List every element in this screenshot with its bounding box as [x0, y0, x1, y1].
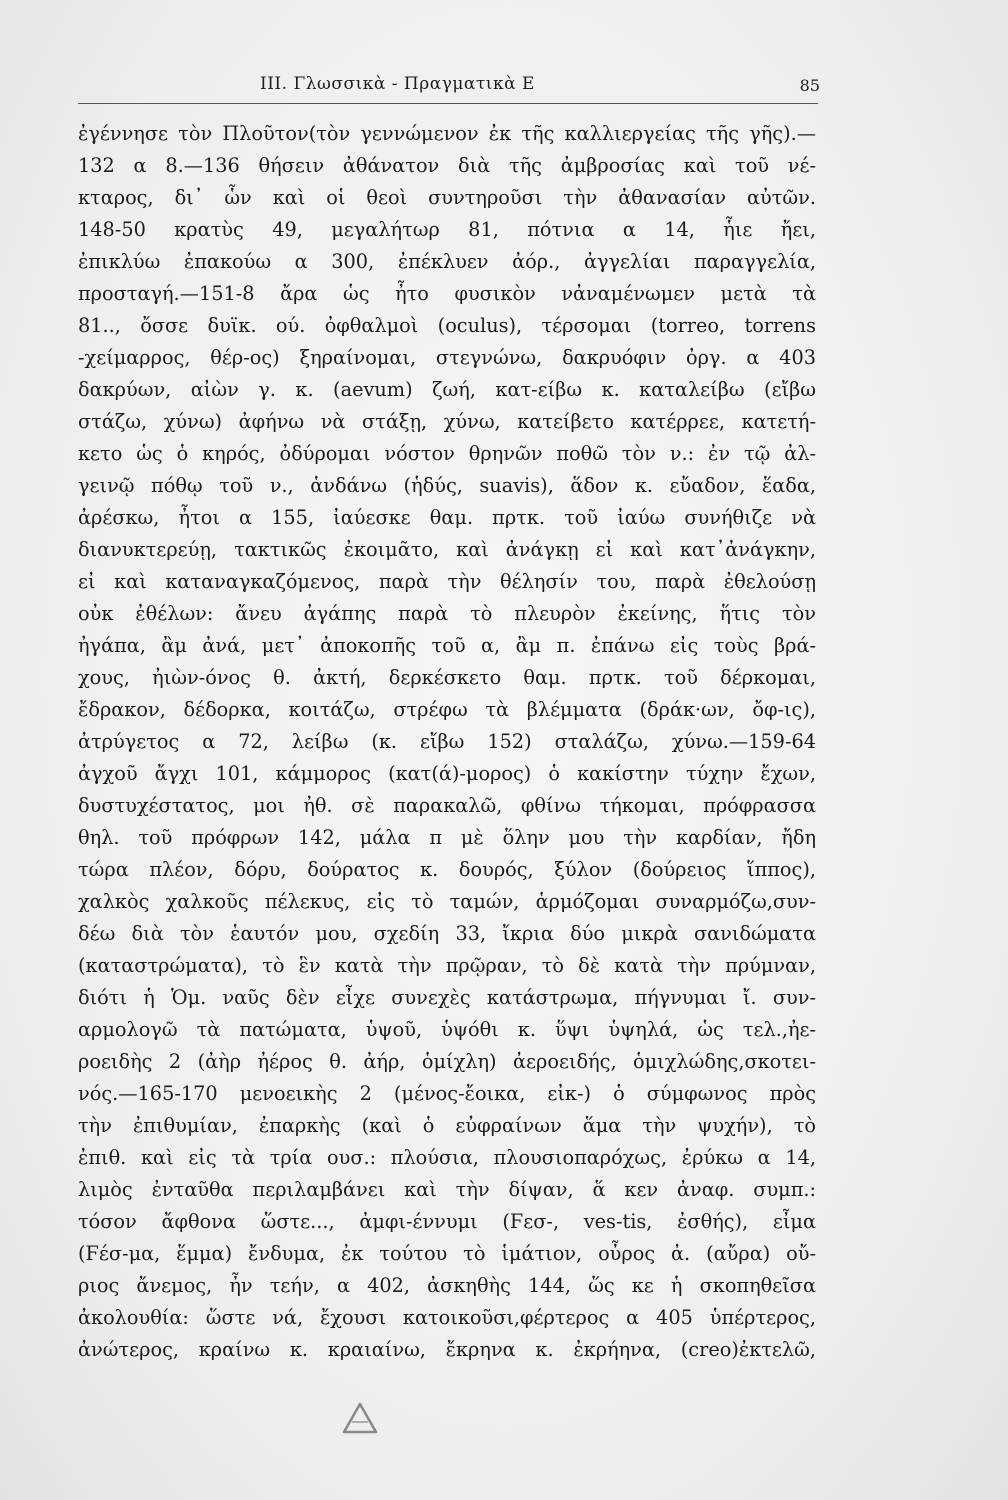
text-line: θηλ. τοῦ πρόφρων 142, μάλα π μὲ ὅλην μου τὴν καρδίαν, ἤδη: [78, 826, 816, 849]
text-line: προσταγή.—151-8 ἄρα ὡς ἦτο φυσικὸν νἀναμένωμεν μετὰ τὰ: [78, 282, 816, 305]
text-line: ἀρέσκω, ἦτοι α 155, ἰαύεσκε θαμ. πρτκ. τοῦ ἰαύω συνήθιζε νὰ: [78, 506, 816, 529]
text-line: ἀγχοῦ ἄγχι 101, κάμμορος (κατ(ά)-μορος) ὁ κακίστην τύχην ἔχων,: [78, 762, 816, 785]
header-title: III. Γλωσσικὰ - Πραγματικὰ Ε: [260, 74, 535, 94]
text-line: χαλκὸς χαλκοῦς πέλεκυς, εἰς τὸ ταμών, ἁρμόζομαι συναρμόζω,συν-: [78, 890, 816, 913]
text-line: νός.—165-170 μενοεικὴς 2 (μένος-ἔοικα, εἰκ-) ὁ σύμφωνος πρὸς: [78, 1082, 816, 1105]
text-line: δακρύων, αἰὼν γ. κ. (aevum) ζωή, κατ-είβω κ. καταλείβω (εἴβω: [78, 378, 816, 401]
text-line: ἐπιθ. καὶ εἰς τὰ τρία ουσ.: πλούσια, πλουσιοπαρόχως, ἐρύκω α 14,: [78, 1146, 816, 1169]
body-text: [78, 118, 816, 1366]
text-line: (Ϝέσ-μα, ἕμμα) ἔνδυμα, ἐκ τούτου τὸ ἱμάτιον, οὖρος ἀ. (αὔρα) οὔ-: [78, 1242, 816, 1265]
text-line: δέω διὰ τὸν ἑαυτόν μου, σχεδίη 33, ἴκρια δύο μικρὰ σανιδώματα: [78, 922, 816, 945]
text-line: ἀνώτερος, κραίνω κ. κραιαίνω, ἔκρηνα κ. ἐκρήηνα, (creo)ἐκτελῶ,: [78, 1338, 816, 1361]
text-line: 148-50 κρατὺς 49, μεγαλήτωρ 81, πότνια α 14, ἧιε ἤει,: [78, 218, 816, 241]
text-line: διανυκτερεύῃ, τακτικῶς ἐκοιμᾶτο, καὶ ἀνάγκῃ εἰ καὶ κατ᾿ἀνάγκην,: [78, 538, 816, 561]
header-rule: [78, 103, 818, 104]
text-line: οὐκ ἐθέλων: ἄνευ ἀγάπης παρὰ τὸ πλευρὸν ἐκείνης, ἥτις τὸν: [78, 602, 816, 625]
page-number: 85: [799, 76, 820, 95]
text-line: χους, ἠιὼν-όνος θ. ἀκτή, δερκέσκετο θαμ. πρτκ. τοῦ δέρκομαι,: [78, 666, 816, 689]
text-line: ριος ἄνεμος, ἦν τεήν, α 402, ἀσκηθὴς 144, ὥς κε ἡ σκοπηθεῖσα: [78, 1274, 816, 1297]
text-line: τὴν ἐπιθυμίαν, ἐπαρκὴς (καὶ ὁ εὐφραίνων ἅμα τὴν ψυχήν), τὸ: [78, 1114, 816, 1137]
text-line: κετο ὡς ὁ κηρός, ὀδύρομαι νόστον θρηνῶν ποθῶ τὸν ν.: ἐν τῷ ἀλ-: [78, 442, 816, 465]
text-line: ἀκολουθία: ὥστε νά, ἔχουσι κατοικοῦσι,φέρτερος α 405 ὑπέρτερος,: [78, 1306, 816, 1329]
text-line: ἠγάπα, ἂμ ἀνά, μετ᾿ ἀποκοπῆς τοῦ α, ἂμ π. ἐπάνω εἰς τοὺς βρά-: [78, 634, 816, 657]
text-line: ἀτρύγετος α 72, λείβω (κ. εἴβω 152) σταλάζω, χύνω.—159-64: [78, 730, 816, 753]
text-line: αρμολογῶ τὰ πατώματα, ὑψοῦ, ὑψόθι κ. ὕψι ὑψηλά, ὡς τελ.,ἠε-: [78, 1018, 816, 1041]
pencil-mark-icon: [340, 1398, 380, 1438]
text-line: εἰ καὶ καταναγκαζόμενος, παρὰ τὴν θέλησίν του, παρὰ ἐθελούσῃ: [78, 570, 816, 593]
running-header: [260, 74, 820, 102]
text-line: ἐπικλύω ἐπακούω α 300, ἐπέκλυεν ἀόρ., ἀγγελίαι παραγγελία,: [78, 250, 816, 273]
text-line: 132 α 8.—136 θήσειν ἀθάνατον διὰ τῆς ἀμβροσίας καὶ τοῦ νέ-: [78, 154, 816, 177]
text-line: δυστυχέστατος, μοι ἠθ. σὲ παρακαλῶ, φθίνω τήκομαι, πρόφρασσα: [78, 794, 816, 817]
text-line: -χείμαρρος, θέρ-ος) ξηραίνομαι, στεγνώνω, δακρυόφιν ὀργ. α 403: [78, 346, 816, 369]
text-line: ροειδὴς 2 (ἀὴρ ἠέρος θ. ἀήρ, ὁμίχλη) ἀεροειδής, ὁμιχλώδης,σκοτει-: [78, 1050, 816, 1073]
text-line: ἔδρακον, δέδορκα, κοιτάζω, στρέφω τὰ βλέμματα (δράκ·ων, ὄφ-ις),: [78, 698, 816, 721]
text-line: διότι ἡ Ὁμ. ναῦς δὲν εἶχε συνεχὲς κατάστρωμα, πήγνυμαι ἴ. συν-: [78, 986, 816, 1009]
text-line: κταρος, δι᾿ ὧν καὶ οἱ θεοὶ συντηροῦσι τὴν ἀθανασίαν αὐτῶν.: [78, 186, 816, 209]
text-line: τόσον ἄφθονα ὥστε..., ἀμφι-έννυμι (Ϝεσ-, ves-tis, ἐσθής), εἶμα: [78, 1210, 816, 1233]
text-line: γεινῷ πόθῳ τοῦ ν., ἁνδάνω (ἡδύς, suavis), ἅδον κ. εὔαδον, ἕαδα,: [78, 474, 816, 497]
text-line: στάζω, χύνω) ἀφήνω νὰ στάξῃ, χύνω, κατείβετο κατέρρεε, κατετή-: [78, 410, 816, 433]
text-line: τώρα πλέον, δόρυ, δούρατος κ. δουρός, ξύλον (δούρειος ἵππος),: [78, 858, 816, 881]
text-line: ἐγέννησε τὸν Πλοῦτον(τὸν γεννώμενον ἐκ τῆς καλλιεργείας τῆς γῆς).—: [78, 122, 816, 145]
text-line: 81.., ὄσσε δυϊκ. ού. ὀφθαλμοὶ (oculus), τέρσομαι (torreo, torrens: [78, 314, 816, 337]
text-line: λιμὸς ἐνταῦθα περιλαμβάνει καὶ τὴν δίψαν, ἅ κεν ἀναφ. συμπ.:: [78, 1178, 816, 1201]
text-line: (καταστρώματα), τὸ ἓν κατὰ τὴν πρῷραν, τὸ δὲ κατὰ τὴν πρύμναν,: [78, 954, 816, 977]
